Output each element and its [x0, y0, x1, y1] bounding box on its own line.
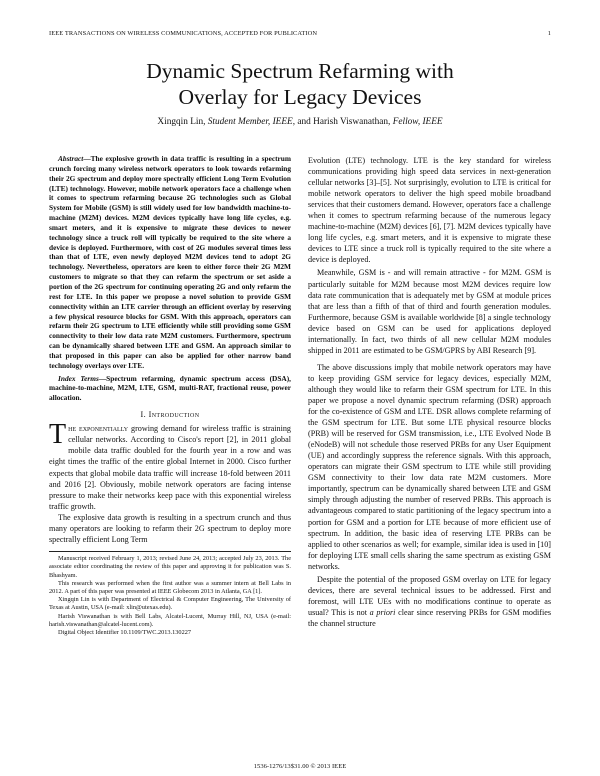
- author-line: [0, 117, 600, 127]
- left-column: [49, 154, 291, 637]
- issues-emphasis: a priori: [369, 607, 396, 617]
- paper-title: [0, 58, 600, 110]
- page-number: 1: [547, 30, 551, 37]
- author-1-title: Student Member, IEEE,: [207, 117, 296, 127]
- abstract: [49, 154, 291, 371]
- right-column: [308, 155, 551, 631]
- index-terms-text: —Spectrum refarming, dynamic spectrum access (DSA), machine-to-machine, M2M, LTE, GSM, multi-RAT, fractional reuse, power allocation.: [49, 373, 291, 403]
- intro-text-1: growing demand for wireless traffic is straining cellular networks. According to Cisco's report [2], in 2011 global mobile data traffic doubled for the fourth year in a row and was eight times the traffic of the entire global Internet in 2000. Cisco further expects that global mobile data traffic will increase 18-fold between 2011 and 2016 [2]. Obviously, mobile network operators are facing intense pressure to make their networks keep pace with this exponential wireless traffic growth.: [49, 424, 291, 511]
- running-header: [49, 30, 551, 37]
- index-terms: [49, 374, 291, 404]
- section-heading: I. Introduction: [140, 410, 200, 420]
- lead-in: he exponentially: [68, 424, 129, 434]
- footnotes: [49, 555, 291, 637]
- copyright-footer: 1536-1276/13$31.00 © 2013 IEEE: [253, 763, 347, 770]
- body-paragraph-lte: Evolution (LTE) technology. LTE is the key standard for wireless communications providing high speed data services in next-generation cellular networks [3]–[5]. Not surprisingly, evolution to LTE is critical for mobile network operators to deliver the high speed mobile broadband services that their customers demand. However, operators face a challenge when it comes to spectrum refarming because of the numerous legacy machine-to-machine (M2M) devices [6], [7]. M2M devices typically have long life cycles, e.g. smart meters, and it is expensive to migrate these devices to LTE since a truck roll is typically required to the site where a device is deployed.: [308, 156, 551, 265]
- intro-paragraph-2: The explosive data growth is resulting in a spectrum crunch and thus many operators are looking to refarm their 2G spectrum to deploy more spectrally efficient Long Term: [49, 512, 291, 545]
- index-terms-label: Index Terms: [58, 373, 99, 383]
- body-paragraph-issues: [308, 574, 551, 629]
- footnote-author-2: Harish Viswanathan is with Bell Labs, Alcatel-Lucent, Murray Hill, NJ, USA (e-mail: harish.viswanathan@alcatel-lucent.com).: [49, 612, 291, 628]
- issues-text-a: Despite the potential of the proposed GSM overlay on LTE for legacy devices, there are several technical issues to be addressed. First and foremost, will LTE UEs with no modifications continue to operate as usual? This is not: [308, 574, 551, 617]
- title-line-1: Dynamic Spectrum Refarming with: [146, 59, 454, 83]
- abstract-label: Abstract: [58, 154, 84, 163]
- author-1: Xingqin Lin,: [157, 117, 206, 127]
- footnote-doi: Digital Object Identifier 10.1109/TWC.2013.130227: [58, 629, 192, 637]
- journal-name: IEEE TRANSACTIONS ON WIRELESS COMMUNICATIONS, ACCEPTED FOR PUBLICATION: [49, 30, 318, 37]
- footnote-research: This research was performed when the first author was a summer intern at Bell Labs in 2012. A part of this paper was presented at IEEE Globecom 2013 in Atlanta, GA [1].: [49, 579, 291, 596]
- footnote-divider: [49, 551, 291, 552]
- body-paragraph-dsr: The above discussions imply that mobile network operators may have to keep providing GSM service for legacy devices, especially M2M, although they would like to refarm their GSM spectrum for LTE. In this paper we propose a novel dynamic spectrum refarming (DSR) approach for the co-existence of GSM and LTE. DSR allows complete refarming of the GSM spectrum for LTE. But some LTE physical resource blocks (PRB) will be reserved for GSM transmission, i.e., LTE Evolved Node B (eNodeB) will not schedule those reserved PRBs for any User Equipment (UE) and accordingly suppress the reference signals. With this approach, operators can migrate their GSM spectrum to LTE while still providing GSM connectivity to their low data rate M2M customers. More importantly, spectrum can be dynamically shared between LTE and GSM simply through adjusting the number of reserved PRBs. This approach is advantageous compared to static partitioning of the legacy spectrum into a portion for GSM and a portion for LTE because of more efficient use of spectrum. In addition, the basic idea of reserving LTE PRBs can be applied to other scenarios as well; for example, similar idea is used in [10] for deploying LTE small cells sharing the same spectrum as existing GSM networks.: [308, 362, 551, 571]
- body-paragraph-gsm: Meanwhile, GSM is - and will remain attractive - for M2M. GSM is particularly suitable for M2M because most M2M devices require low data rate communication that is adequately met by GSM at module prices that are less than a fifth of that of third and fourth generation modules. Furthermore, because GSM is available worldwide [8] a single technology device based on GSM can be used for applications deployed internationally. In fact, two thirds of all new cellular M2M modules shipped in 2011 are estimated to be GSM/GPRS by ABI Research [9].: [308, 268, 551, 355]
- title-line-2: Overlay for Legacy Devices: [178, 85, 422, 109]
- drop-cap: T: [49, 419, 67, 451]
- abstract-text: —The explosive growth in data traffic is resulting in a spectrum crunch forcing many wireless network operators to look towards refarming their 2G spectrum and deploy more spectrally efficient Long Term Evolution (LTE) technology. However, mobile network operators face a challenge when it comes to spectrum refarming because 2G technologies such as Global System for Mobile (GSM) is still widely used for low bandwidth machine-to-machine (M2M) devices. M2M devices typically have long life cycles, e.g. smart meters, and it is expensive to migrate these devices to newer technology since a truck roll will typically be required to the site where a device is deployed. Furthermore, with cost of 2G modules several times less than that of LTE, even newly deployed M2M devices tend to adopt 2G technology. Nevertheless, operators are keen to either force their 2G M2M customers to migrate so that they can refarm the spectrum or set aside a portion of the 2G spectrum for continuing operating 2G and only refarm the rest for LTE. In this paper we propose a novel solution to provide GSM connectivity within an LTE carrier through an efficient overlay by reserving a few physical resource blocks for GSM. With this approach, operators can refarm their 2G spectrum to LTE efficiently while still providing some GSM connectivity to their low data rate M2M customers. Furthermore, spectrum can be dynamically shared between LTE and GSM. An approach similar to that proposed in this paper can also be applied for other narrow band technology overlays over LTE.: [49, 154, 291, 370]
- author-2-title: Fellow, IEEE: [392, 117, 443, 127]
- footnote-manuscript: Manuscript received February 1, 2013; revised June 24, 2013; accepted July 23, 2013. The associate editor coordinating the review of this paper and approving it for publication was S. Bhashyam.: [49, 555, 291, 579]
- author-connector: and Harish Viswanathan,: [297, 117, 391, 127]
- intro-paragraph-1: [49, 419, 291, 512]
- footnote-author-1: Xingqin Lin is with Department of Electrical & Computer Engineering, The University of Texas at Austin, USA (e-mail: xlin@utexas.edu).: [49, 596, 291, 612]
- issues-text-b: clear since reserving PRBs for GSM modifies the channel structure: [308, 607, 552, 628]
